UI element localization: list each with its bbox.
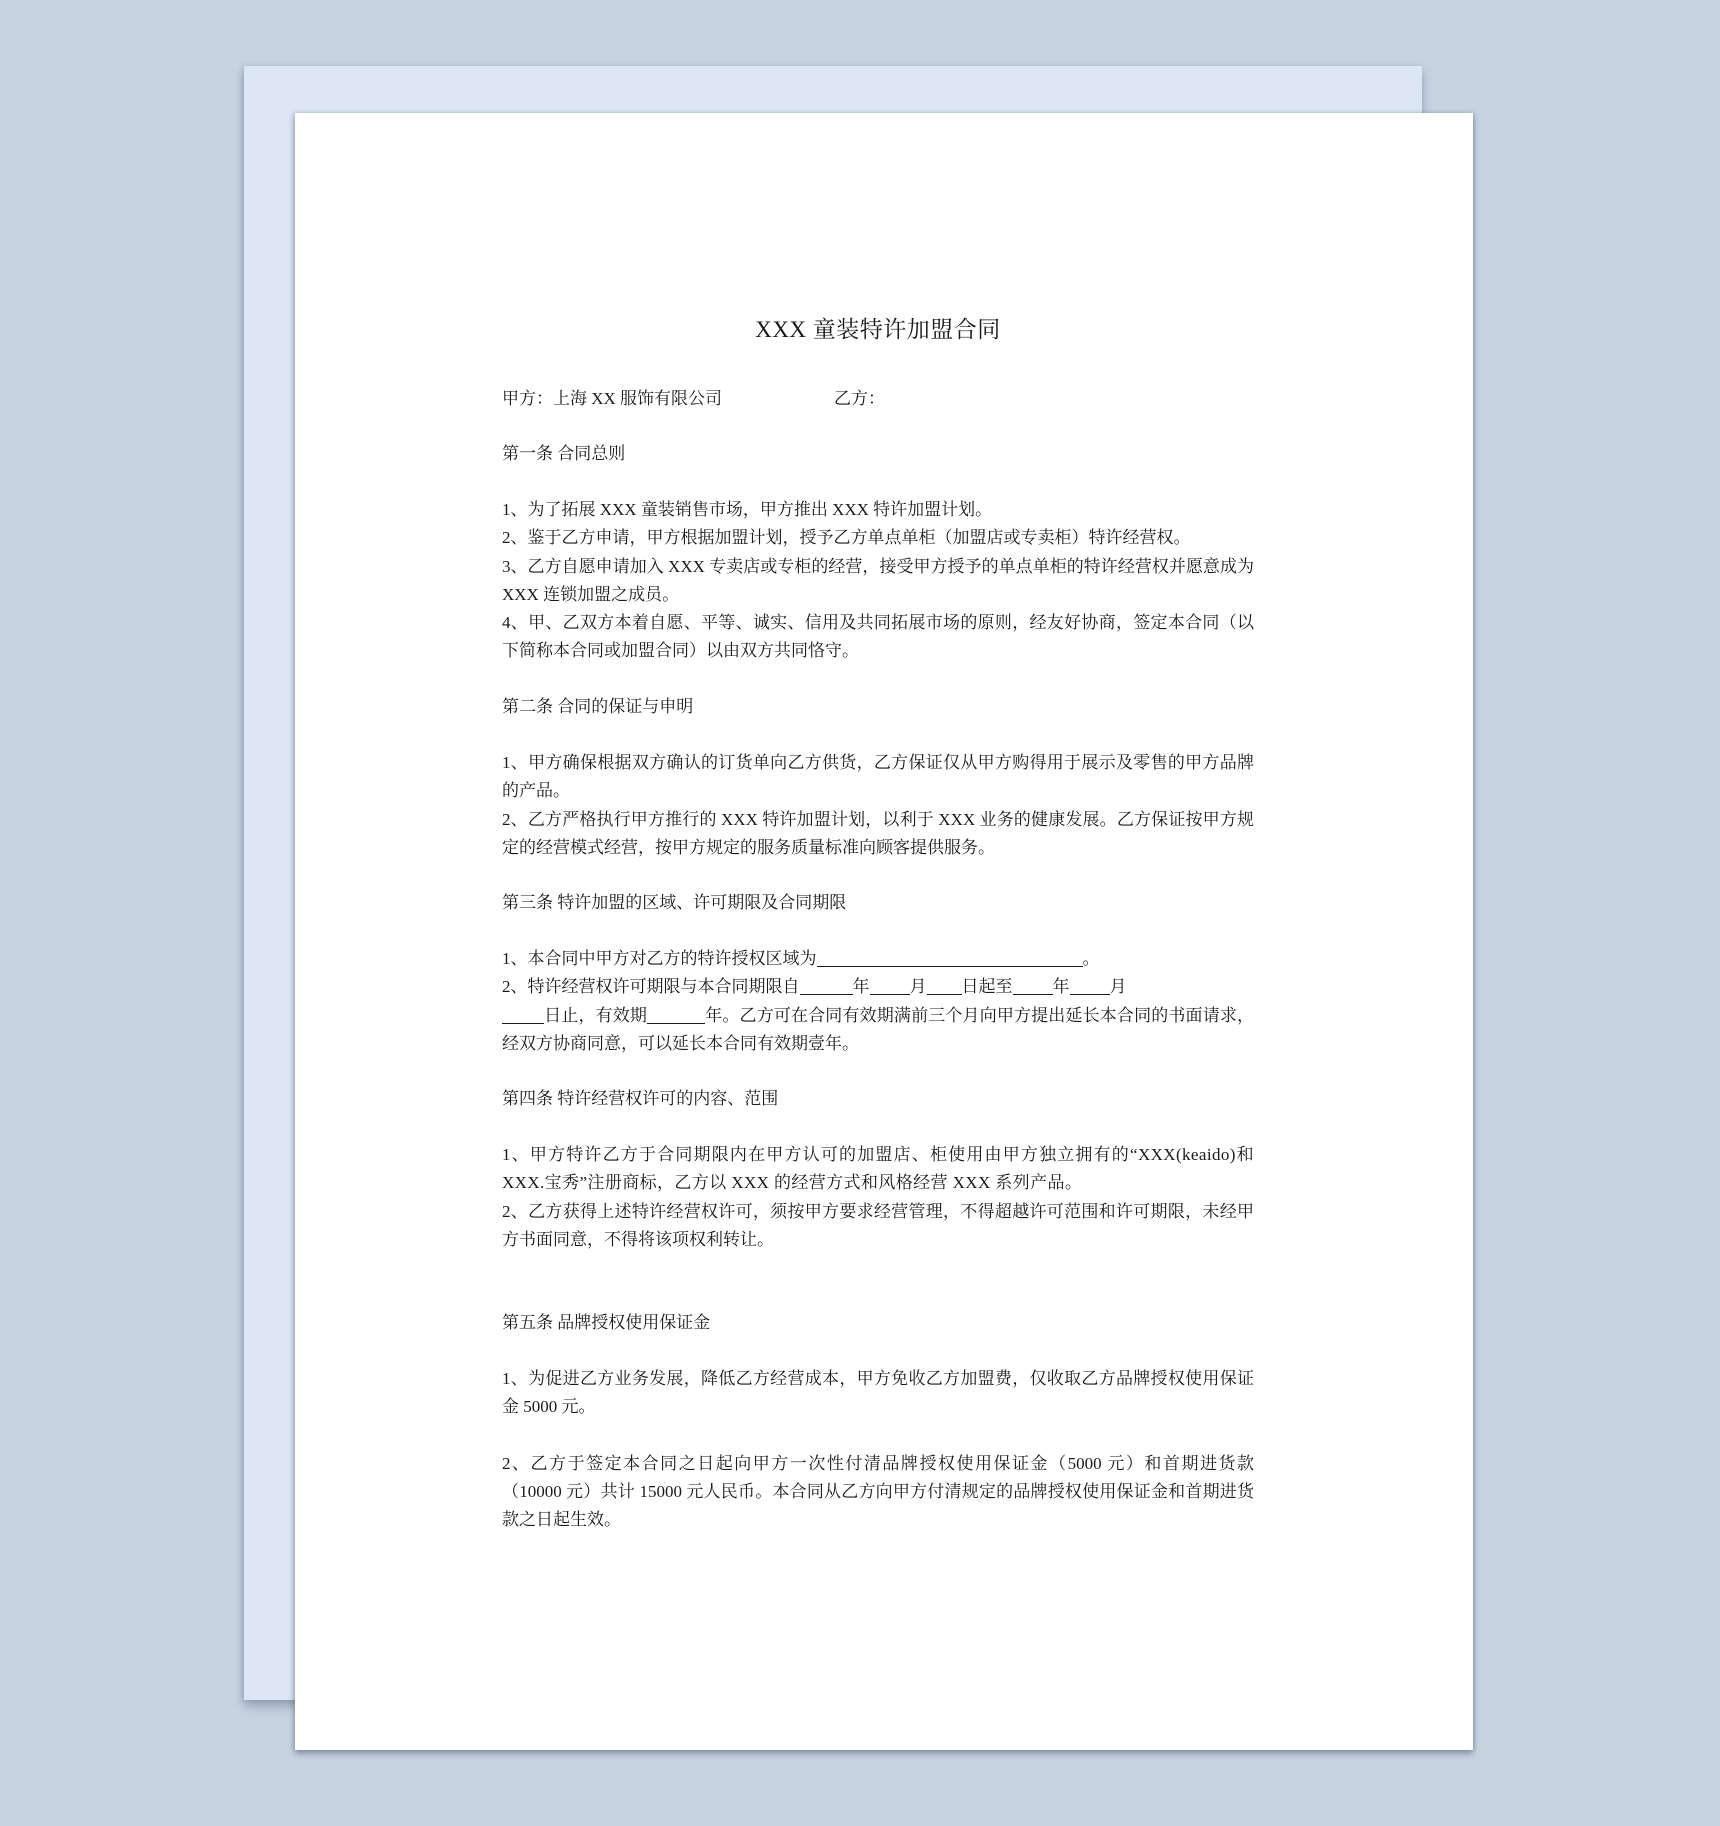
section-4 [502,1085,1254,1254]
clause-text: 2、特许经营权许可期限与本合同期限自 [502,977,800,997]
clause: 1、为了拓展 XXX 童装销售市场，甲方推出 XXX 特许加盟计划。 [502,500,993,519]
section-clauses [502,1365,1254,1534]
start-year-blank[interactable] [800,976,853,995]
parties-line [502,385,1254,413]
end-month-blank[interactable] [1070,976,1110,995]
clause: 1、甲方特许乙方于合同期限内在甲方认可的加盟店、柜使用由甲方独立拥有的“XXX(keaido)和 XXX.宝秀”注册商标，乙方以 XXX 的经营方式和风格经营 XXX 系列产品。 [502,1145,1254,1193]
label-year: 年 [852,977,870,997]
clause: 1、为促进乙方业务发展，降低乙方经营成本，甲方免收乙方加盟费，仅收取乙方品牌授权使用保证金 5000 元。 [502,1369,1254,1417]
section-clauses [502,749,1254,862]
section-2 [502,693,1254,862]
clause: 2、鉴于乙方申请，甲方根据加盟计划，授予乙方单点单柜（加盟店或专卖柜）特许经营权。 [502,528,1191,548]
label-year: 年 [1052,977,1070,997]
label-day-valid: 日止，有效期 [544,1005,648,1025]
region-blank-field[interactable] [817,948,1083,967]
label-day-to: 日起至 [961,977,1013,997]
start-month-blank[interactable] [870,976,910,995]
clause: 3、乙方自愿申请加入 XXX 专卖店或专柜的经营，接受甲方授予的单点单柜的特许经营权并愿意成为 XXX 连锁加盟之成员。 [502,556,1254,604]
valid-years-blank[interactable] [647,1005,705,1024]
section-heading: 第一条 合同总则 [502,444,626,463]
label-month: 月 [909,977,927,997]
clause: 2、乙方严格执行甲方推行的 XXX 特许加盟计划，以利于 XXX 业务的健康发展。乙方保证按甲方规定的经营模式经营，按甲方规定的服务质量标准向顾客提供服务。 [502,809,1254,857]
document-title: XXX 童装特许加盟合同 [755,317,1001,342]
section-1 [502,440,1254,666]
start-day-blank[interactable] [927,976,962,995]
clause-text: 1、本合同中甲方对乙方的特许授权区域为 [502,949,817,968]
clause: 2、乙方于签定本合同之日起向甲方一次性付清品牌授权使用保证金（5000 元）和首期进货款（10000 元）共计 15000 元人民币。本合同从乙方向甲方付清规定的品牌授权使用保证金和首期进货款之日起生效。 [502,1453,1254,1530]
clause-text: 年。乙方可在合同有效期满前三个月向甲方提出延长本合同的书面请求，经双方协商同意，可以延长本合同有效期壹年。 [502,1005,1254,1053]
section-heading: 第三条 特许加盟的区域、许可期限及合同期限 [502,893,847,912]
clause: 1、甲方确保根据双方确认的订货单向乙方供货，乙方保证仅从甲方购得用于展示及零售的甲方品牌的产品。 [502,753,1254,801]
document-page [295,113,1473,1750]
section-clauses [502,945,1254,1058]
end-year-blank[interactable] [1013,976,1053,995]
clause-region [502,945,1254,973]
section-3 [502,889,1254,1058]
section-clauses [502,1141,1254,1254]
section-heading: 第五条 品牌授权使用保证金 [502,1313,711,1332]
party-b: 乙方： [834,389,885,408]
clause: 4、甲、乙双方本着自愿、平等、诚实、信用及共同拓展市场的原则，经友好协商，签定本合同（以下简称本合同或加盟合同）以由双方共同恪守。 [502,613,1254,661]
section-clauses [502,496,1254,666]
party-a: 甲方：上海 XX 服饰有限公司 [502,389,723,408]
label-month: 月 [1109,977,1127,997]
section-5 [502,1309,1254,1534]
clause-term [502,973,1254,1058]
section-heading: 第四条 特许经营权许可的内容、范围 [502,1089,779,1108]
end-day-blank[interactable] [502,1005,544,1024]
clause: 2、乙方获得上述特许经营权许可，须按甲方要求经营管理，不得超越许可范围和许可期限，未经甲方书面同意，不得将该项权利转让。 [502,1201,1254,1249]
section-heading: 第二条 合同的保证与申明 [502,697,694,716]
clause-end: 。 [1082,949,1100,968]
